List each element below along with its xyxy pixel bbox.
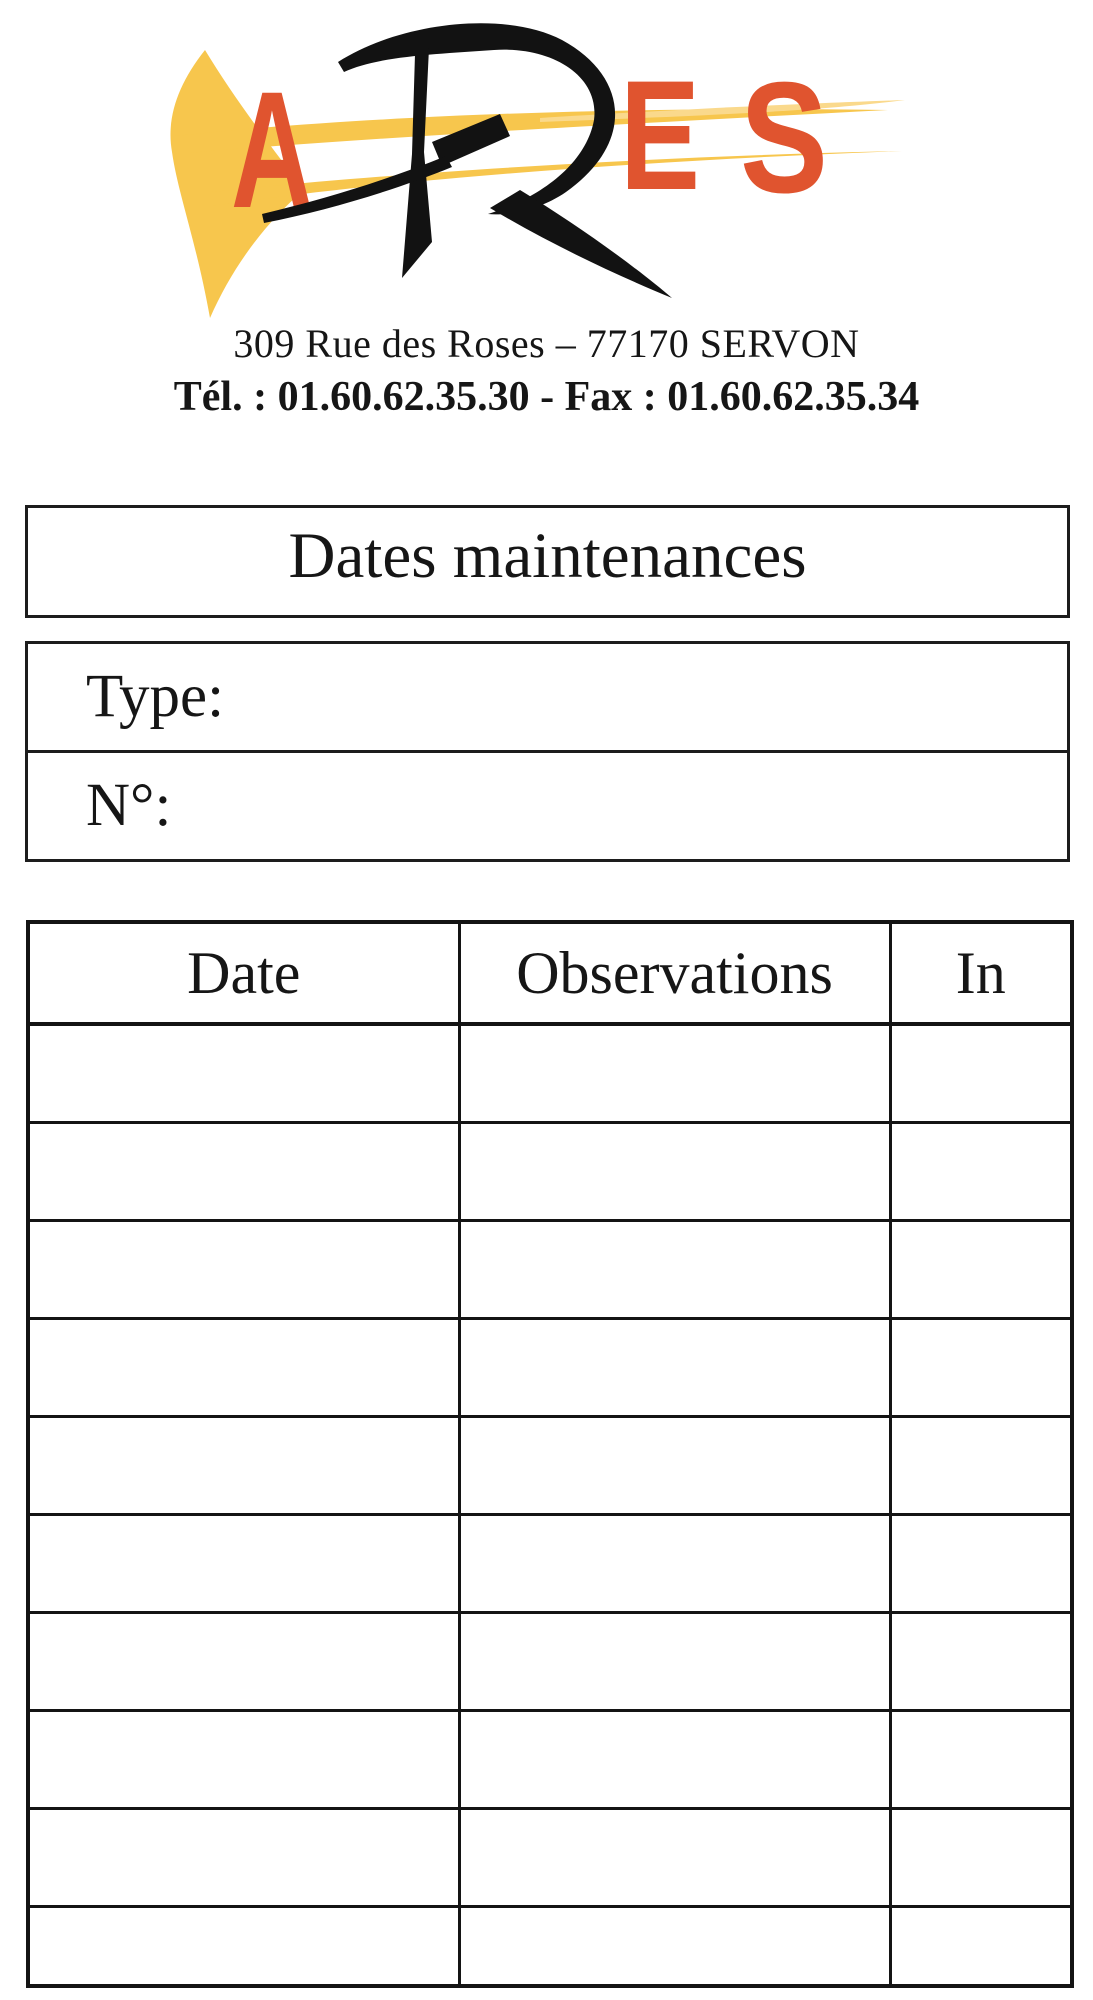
table-row — [28, 1809, 1072, 1907]
type-row — [28, 644, 1067, 750]
empty-cell — [890, 1809, 1072, 1907]
logo-letter-e: E — [620, 49, 700, 223]
title-box — [25, 505, 1070, 618]
table-row — [28, 1907, 1072, 1987]
empty-cell — [890, 1613, 1072, 1711]
number-row — [28, 750, 1067, 859]
table-header-row — [28, 922, 1072, 1024]
empty-cell — [28, 1319, 459, 1417]
empty-cell — [890, 1417, 1072, 1515]
empty-cell — [459, 1221, 890, 1319]
ares-logo — [0, 0, 1093, 320]
table-body — [28, 1024, 1072, 1986]
table-row — [28, 1123, 1072, 1221]
column-header-observations: Observations — [459, 922, 890, 1024]
column-header-date: Date — [28, 922, 459, 1024]
empty-cell — [28, 1515, 459, 1613]
logo-letter-a: A — [231, 58, 313, 243]
empty-cell — [890, 1319, 1072, 1417]
table-row — [28, 1024, 1072, 1123]
company-address: 309 Rue des Roses – 77170 SERVON — [233, 321, 860, 366]
table-row — [28, 1221, 1072, 1319]
empty-cell — [459, 1711, 890, 1809]
logo-letter-s: S — [740, 50, 828, 226]
empty-cell — [459, 1613, 890, 1711]
table-row — [28, 1319, 1072, 1417]
empty-cell — [28, 1711, 459, 1809]
empty-cell — [459, 1907, 890, 1987]
empty-cell — [890, 1515, 1072, 1613]
empty-cell — [28, 1024, 459, 1123]
empty-cell — [890, 1024, 1072, 1123]
column-header-in: In — [890, 922, 1072, 1024]
number-label: N°: — [86, 772, 172, 839]
ares-logo-graphic — [0, 0, 1093, 320]
empty-cell — [28, 1907, 459, 1987]
page-title: Dates maintenances — [288, 520, 807, 592]
type-label: Type: — [86, 663, 225, 730]
empty-cell — [28, 1123, 459, 1221]
table-row — [28, 1711, 1072, 1809]
empty-cell — [890, 1711, 1072, 1809]
empty-cell — [459, 1319, 890, 1417]
logo-letter-r — [262, 23, 672, 298]
table-row — [28, 1515, 1072, 1613]
empty-cell — [459, 1417, 890, 1515]
equipment-info-box — [25, 641, 1070, 862]
empty-cell — [459, 1809, 890, 1907]
table-row — [28, 1613, 1072, 1711]
empty-cell — [459, 1123, 890, 1221]
empty-cell — [28, 1417, 459, 1515]
empty-cell — [459, 1024, 890, 1123]
maintenance-table — [26, 920, 1074, 1988]
empty-cell — [890, 1907, 1072, 1987]
empty-cell — [28, 1221, 459, 1319]
table-row — [28, 1417, 1072, 1515]
empty-cell — [459, 1515, 890, 1613]
empty-cell — [28, 1809, 459, 1907]
empty-cell — [28, 1613, 459, 1711]
empty-cell — [890, 1123, 1072, 1221]
empty-cell — [890, 1221, 1072, 1319]
company-phone-fax: Tél. : 01.60.62.35.30 - Fax : 01.60.62.35.34 — [173, 374, 920, 420]
